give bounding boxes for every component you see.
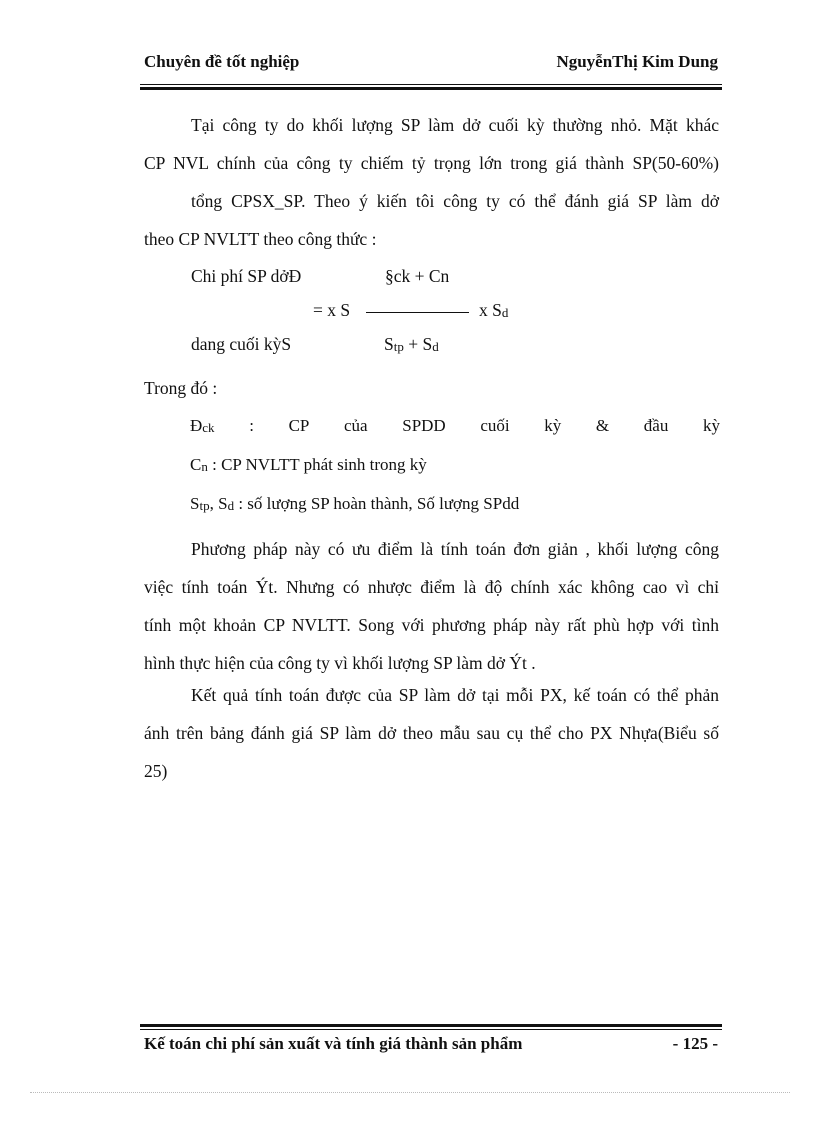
definition-row-dck [190, 406, 720, 445]
formula-equals: = x S [313, 300, 351, 320]
formula-lhs-top: Chi phí SP dởĐ [191, 266, 302, 286]
definition-word: cuối [480, 416, 510, 435]
paragraph-line: Phương pháp này có ưu điểm là tính toán đơn giản , khối lượng công [191, 539, 719, 559]
definition-word: & [595, 416, 610, 435]
paragraph-3 [144, 530, 719, 682]
paragraph-line: Tại công ty do khối lượng SP làm dở cuối kỳ thường nhỏ. Mặt khác [191, 115, 719, 135]
definition-word: CP [288, 416, 310, 435]
paragraph-line: việc tính toán Ýt. Nhưng có nhược điểm là độ chính xác không cao vì chỉ [144, 577, 719, 597]
page-footer [144, 1034, 718, 1058]
formula-lhs-bottom: dang cuối kỳS [191, 334, 292, 354]
paragraph-line: ánh trên bảng đánh giá SP làm dở theo mẫu sau cụ thể cho PX Nhựa(Biểu số [144, 723, 719, 743]
formula-denominator: Stp + Sd [384, 334, 439, 354]
definition-word: của [344, 416, 368, 435]
footer-rule-thick [140, 1024, 722, 1027]
fraction-bar [366, 312, 469, 313]
formula-multiplier: x Sd [479, 300, 509, 320]
symbol-dck: Đck [190, 416, 215, 435]
paragraph-line: hình thực hiện của công ty vì khối lượng SP làm dở Ýt . [144, 653, 536, 673]
definitions-list [190, 406, 720, 523]
paragraph-line: tổng CPSX_SP. Theo ý kiến tôi công ty có thể đánh giá SP làm dở [191, 191, 719, 211]
definition-word: đầu [643, 416, 669, 435]
footer-rule-thin [140, 1029, 722, 1030]
page-number: - 125 - [672, 1034, 718, 1053]
definition-word: kỳ [702, 416, 720, 435]
header-title: Chuyên đề tốt nghiệp [144, 52, 300, 71]
definition-word: : [249, 416, 254, 435]
paragraph-2 [144, 182, 719, 258]
paragraph-4 [144, 676, 719, 790]
header-author: NguyễnThị Kim Dung [556, 52, 718, 71]
where-label: Trong đó : [144, 378, 218, 398]
definition-word: kỳ [544, 416, 562, 435]
page-edge-dotted-line [30, 1092, 790, 1093]
footer-title: Kế toán chi phí sản xuất và tính giá thành sản phẩm [144, 1034, 523, 1053]
where-label-block [144, 369, 719, 407]
paragraph-line: tính một khoản CP NVLTT. Song với phương pháp này rất phù hợp với tình [144, 615, 719, 635]
definition-word: SPDD [402, 416, 446, 435]
definition-row-stp-sd: Stp, Sd : số lượng SP hoàn thành, Số lượng SPdd [190, 494, 520, 513]
paragraph-line: theo CP NVLTT theo công thức : [144, 229, 377, 249]
definition-row-cn: Cn : CP NVLTT phát sinh trong kỳ [190, 455, 427, 474]
formula-numerator: §ck + Cn [385, 266, 450, 286]
paragraph-line: Kết quả tính toán được của SP làm dở tại mỗi PX, kế toán có thể phản [191, 685, 719, 705]
paragraph-line: CP NVL chính của công ty chiếm tỷ trọng lớn trong giá thành SP(50-60%) [144, 153, 719, 173]
paragraph-line: 25) [144, 761, 168, 781]
